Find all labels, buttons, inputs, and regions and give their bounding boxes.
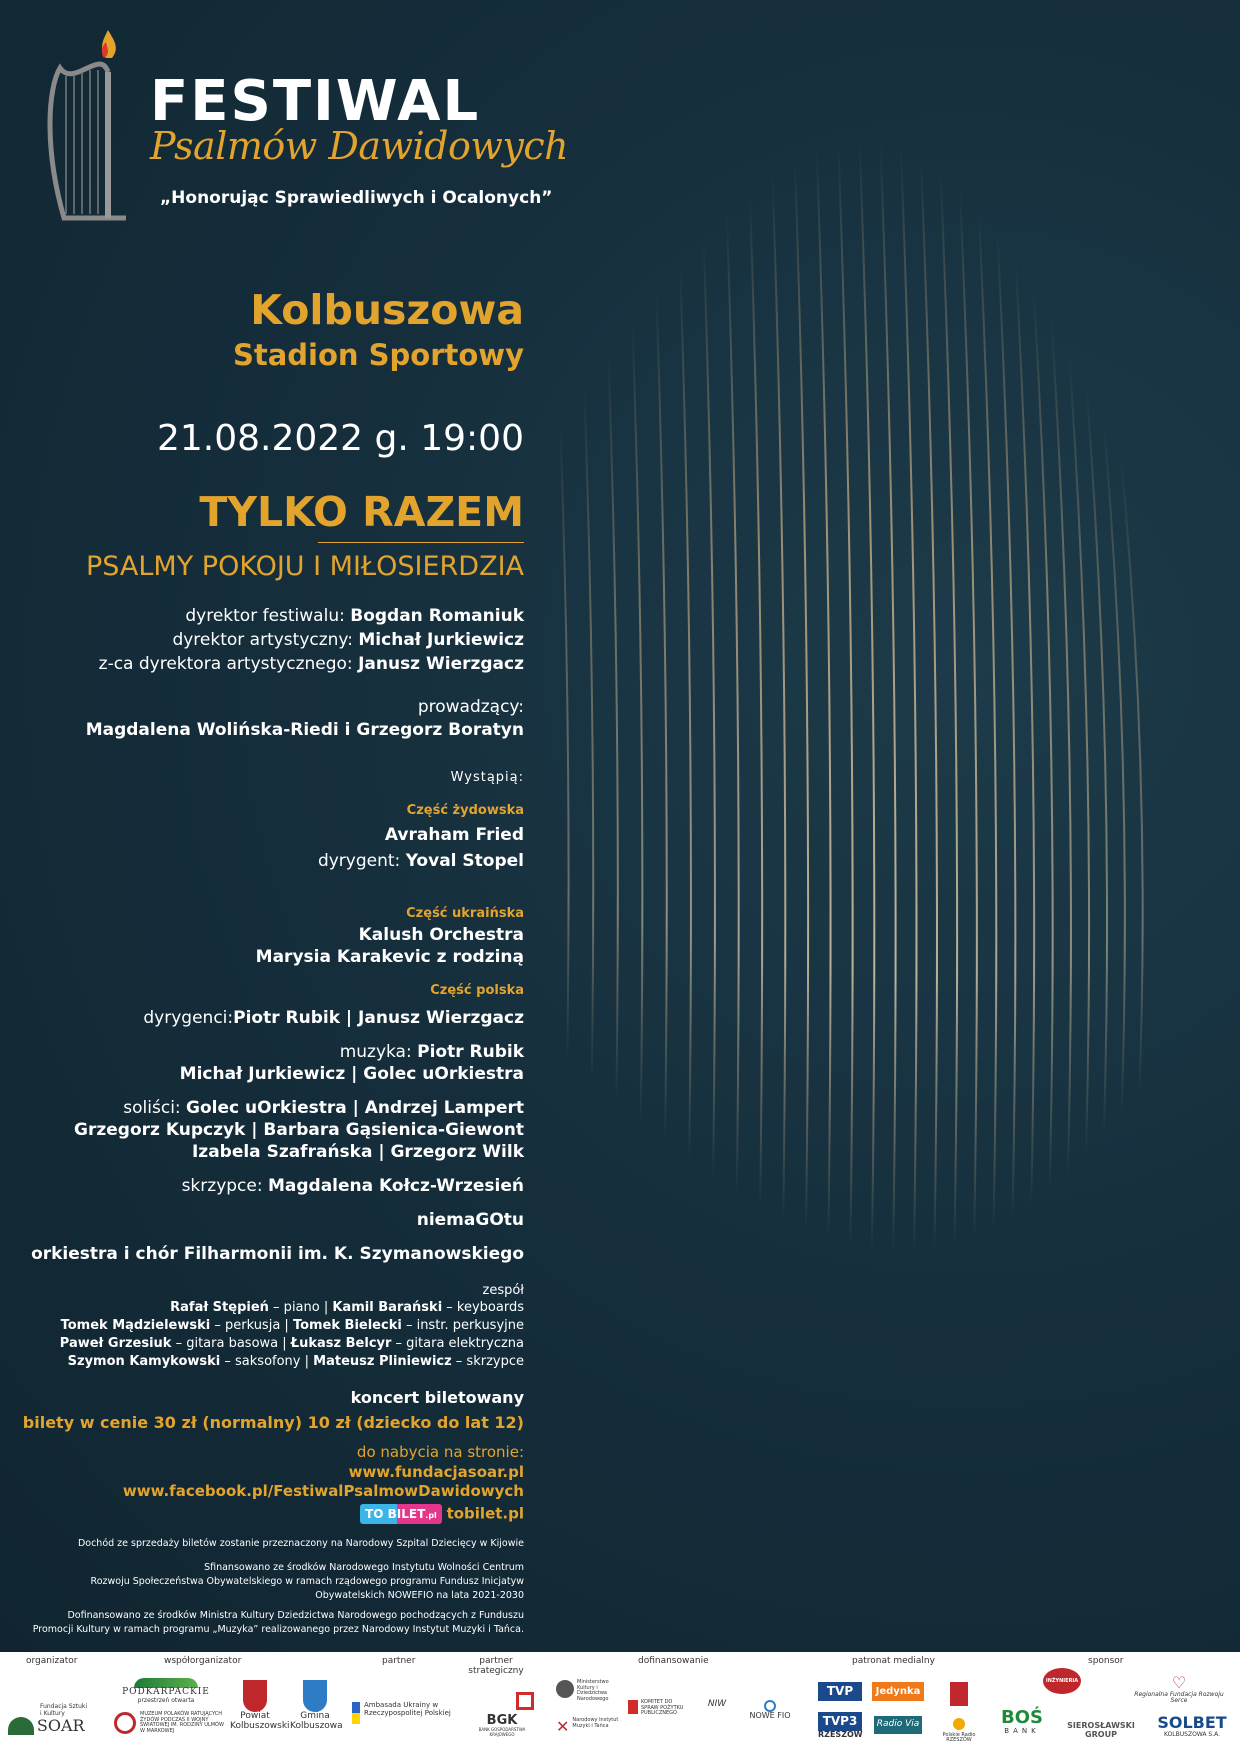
- harp-string: [680, 263, 691, 1160]
- tvp-logo: TVP: [818, 1682, 862, 1701]
- link-facebook[interactable]: www.facebook.pl/FestiwalPsalmowDawidowych: [122, 1482, 524, 1500]
- harp-string: [860, 140, 875, 1251]
- harp-string: [584, 387, 593, 1081]
- performers-label: Wystąpią:: [450, 770, 524, 785]
- polish-music-line2: Michał Jurkiewicz | Golec uOrkiestra: [179, 1064, 524, 1084]
- bgk-logo: BGK BANK GOSPODARSTWA KRAJOWEGO: [470, 1692, 534, 1737]
- category-media: patronat medialny: [852, 1656, 935, 1666]
- harp-string: [750, 191, 762, 1207]
- harp-string: [608, 354, 618, 1102]
- funding-note-line: Dofinansowano ze środków Ministra Kultury Dziedzictwa Narodowego pochodzących z Funduszu: [67, 1610, 524, 1621]
- harp-string: [838, 142, 852, 1246]
- tobilet-logo-icon: TO BILET.pl: [360, 1504, 442, 1524]
- credit-artistic-director: dyrektor artystyczny: Michał Jurkiewicz: [172, 630, 524, 650]
- group-philharmonic: orkiestra i chór Filharmonii im. K. Szymanowskiego: [31, 1244, 524, 1264]
- event-city: Kolbuszowa: [250, 286, 524, 334]
- tvp3-logo: TVP3 RZESZÓW: [818, 1714, 863, 1740]
- niw-logo: NIW: [707, 1699, 727, 1709]
- category-strategic: partner strategiczny: [468, 1656, 524, 1676]
- funding-note-line: Promocji Kultury w ramach programu „Muzyka” realizowanego przez Narodowy Instytut Muzyki i Tańca.: [32, 1624, 524, 1635]
- band-member-line: Szymon Kamykowski – saksofony | Mateusz Pliniewicz – skrzypce: [67, 1354, 524, 1369]
- band-label: zespół: [482, 1283, 524, 1298]
- harp-string: [1087, 388, 1107, 1137]
- event-datetime: 21.08.2022 g. 19:00: [156, 418, 524, 459]
- polish-violin: skrzypce: Magdalena Kołcz-Wrzesień: [181, 1176, 524, 1196]
- jewish-conductor: dyrygent: Yoval Stopel: [317, 851, 524, 871]
- section-ukrainian-heading: Część ukraińska: [406, 906, 524, 921]
- band-member-line: Paweł Grzesiuk – gitara basowa | Łukasz Belcyr – gitara elektryczna: [59, 1336, 524, 1351]
- festival-title: FESTIWAL: [150, 69, 481, 134]
- hosts-names: Magdalena Wolińska-Riedi i Grzegorz Boratyn: [85, 720, 524, 740]
- harp-string: [727, 212, 739, 1193]
- polish-music: muzyka: Piotr Rubik: [339, 1042, 524, 1062]
- harp-string: [880, 141, 895, 1253]
- harp-logo-icon: [30, 28, 130, 228]
- hosts-label: prowadzący:: [417, 697, 524, 717]
- harp-string: [940, 170, 957, 1247]
- sieroslawski-group-logo: SIEROSŁAWSKI GROUP: [1067, 1721, 1135, 1739]
- festival-motto: „Honorując Sprawiedliwych i Ocalonych”: [160, 188, 553, 208]
- divider-line: [318, 542, 524, 543]
- radiovia-logo: Radio Via: [874, 1716, 922, 1734]
- link-tobilet: tobilet.pl: [446, 1504, 524, 1523]
- category-cofunding: dofinansowanie: [638, 1656, 709, 1666]
- museum-ulma-logo: MUZEUM POLAKÓW RATUJĄCYCH ŻYDÓW PODCZAS II WOJNY ŚWIATOWEJ IM. RODZINY ULMÓW W MARKOWEJ: [114, 1712, 224, 1734]
- harp-string: [1016, 258, 1035, 1206]
- podkarpackie-logo: PODKARPACKIE przestrzeń otwarta: [116, 1678, 216, 1704]
- harp-string: [632, 322, 642, 1122]
- nimit-logo: ✕ Narodowy Instytut Muzyki i Tańca: [556, 1717, 619, 1736]
- event-tagline: PSALMY POKOJU I MIŁOSIERDZIA: [86, 551, 524, 582]
- harp-string: [921, 156, 937, 1251]
- harp-string: [960, 187, 977, 1240]
- komitet-logo: KOMITET DO SPRAW POŻYTKU PUBLICZNEGO: [628, 1700, 688, 1717]
- funding-note-line: Rozwoju Społeczeństwa Obywatelskiego w ramach rządowego programu Fundusz Inicjatyw: [90, 1576, 524, 1587]
- polish-soloists-line2: Grzegorz Kupczyk | Barbara Gąsienica-Giewont: [74, 1120, 524, 1140]
- link-fundacjasoar[interactable]: www.fundacjasoar.pl: [348, 1463, 524, 1481]
- polish-conductors: dyrygenci:Piotr Rubik | Janusz Wierzgacz: [143, 1008, 524, 1028]
- category-coorganizer: współorganizator: [164, 1656, 242, 1666]
- inzynieria-logo: INŻYNIERIA: [1040, 1668, 1084, 1694]
- available-label: do nabycia na stronie:: [356, 1443, 524, 1461]
- harp-string: [1069, 353, 1089, 1157]
- band-member-line: Tomek Mądzielewski – perkusja | Tomek Bielecki – instr. perkusyjne: [60, 1318, 524, 1333]
- proceeds-note: Dochód ze sprzedaży biletów zostanie przeznaczony na Narodowy Szpital Dziecięcy w Kijowie: [77, 1538, 524, 1549]
- credit-deputy: z-ca dyrektora artystycznego: Janusz Wierzgacz: [98, 654, 524, 674]
- harp-string: [704, 236, 715, 1177]
- rzeszow-news-logo: [934, 1682, 984, 1706]
- harp-string: [772, 174, 785, 1220]
- tobilet-row[interactable]: [360, 1504, 524, 1524]
- funding-note-line: Obywatelskich NOWEFIO na lata 2021-2030: [315, 1590, 524, 1601]
- group-niemagotu: niemaGOtu: [416, 1210, 524, 1230]
- powiat-logo: Powiat Kolbuszowski: [230, 1680, 280, 1732]
- soar-logo: Fundacja Sztuki i Kultury SOAR: [8, 1704, 88, 1735]
- nowefio-logo: NOWE FIO: [740, 1700, 800, 1721]
- category-sponsor: sponsor: [1088, 1656, 1124, 1666]
- embassy-ukraine-logo: Ambasada Ukrainy w Rzeczypospolitej Polskiej: [352, 1702, 452, 1724]
- ticket-prices: bilety w cenie 30 zł (normalny) 10 zł (dziecko do lat 12): [22, 1413, 524, 1432]
- event-name: TYLKO RAZEM: [199, 488, 524, 536]
- credit-festival-director: dyrektor festiwalu: Bogdan Romaniuk: [185, 606, 524, 626]
- harp-string: [656, 291, 666, 1141]
- jedynka-logo: Jedynka: [872, 1682, 924, 1701]
- bos-bank-logo: BOŚ BANK: [1001, 1707, 1043, 1735]
- ticketed-note: koncert biletowany: [350, 1388, 524, 1407]
- harp-string: [1034, 288, 1053, 1192]
- gmina-logo: Gmina Kolbuszowa: [290, 1680, 340, 1732]
- ukrainian-line1: Kalush Orchestra: [358, 925, 524, 945]
- harp-string: [901, 147, 917, 1254]
- category-organizer: organizator: [26, 1656, 78, 1666]
- sponsor-logos-bar: [0, 1652, 1240, 1752]
- harp-string: [795, 159, 808, 1230]
- harp-string: [817, 149, 831, 1240]
- section-polish-heading: Część polska: [430, 983, 524, 998]
- serce-foundation-logo: ♡ Regionalna Fundacja Rozwoju Serce: [1134, 1673, 1224, 1705]
- solbet-logo: SOLBET KOLBUSZOWA S.A.: [1157, 1713, 1227, 1738]
- ukrainian-line2: Marysia Karakevic z rodziną: [255, 947, 524, 967]
- polish-soloists-line3: Izabela Szafrańska | Grzegorz Wilk: [191, 1142, 524, 1162]
- polish-soloists: soliści: Golec uOrkiestra | Andrzej Lampert: [123, 1098, 524, 1118]
- band-member-line: Rafał Stępień – piano | Kamil Barański – keyboards: [170, 1300, 524, 1315]
- harp-string: [997, 231, 1015, 1219]
- ministry-culture-logo: Ministerstwo Kultury i Dziedzictwa Narodowego: [556, 1680, 620, 1702]
- jewish-artist: Avraham Fried: [384, 825, 524, 845]
- harp-string: [979, 208, 997, 1231]
- category-partner: partner: [382, 1656, 416, 1666]
- section-jewish-heading: Część żydowska: [406, 803, 524, 818]
- polskie-radio-rzeszow-logo: Polskie Radio RZESZÓW: [930, 1718, 988, 1744]
- event-venue: Stadion Sportowy: [232, 338, 524, 372]
- festival-subtitle: Psalmów Dawidowych: [150, 124, 569, 168]
- funding-note-line: Sfinansowano ze środków Narodowego Instytutu Wolności Centrum: [204, 1562, 524, 1573]
- harp-string: [560, 420, 569, 1060]
- harp-string: [1051, 319, 1071, 1175]
